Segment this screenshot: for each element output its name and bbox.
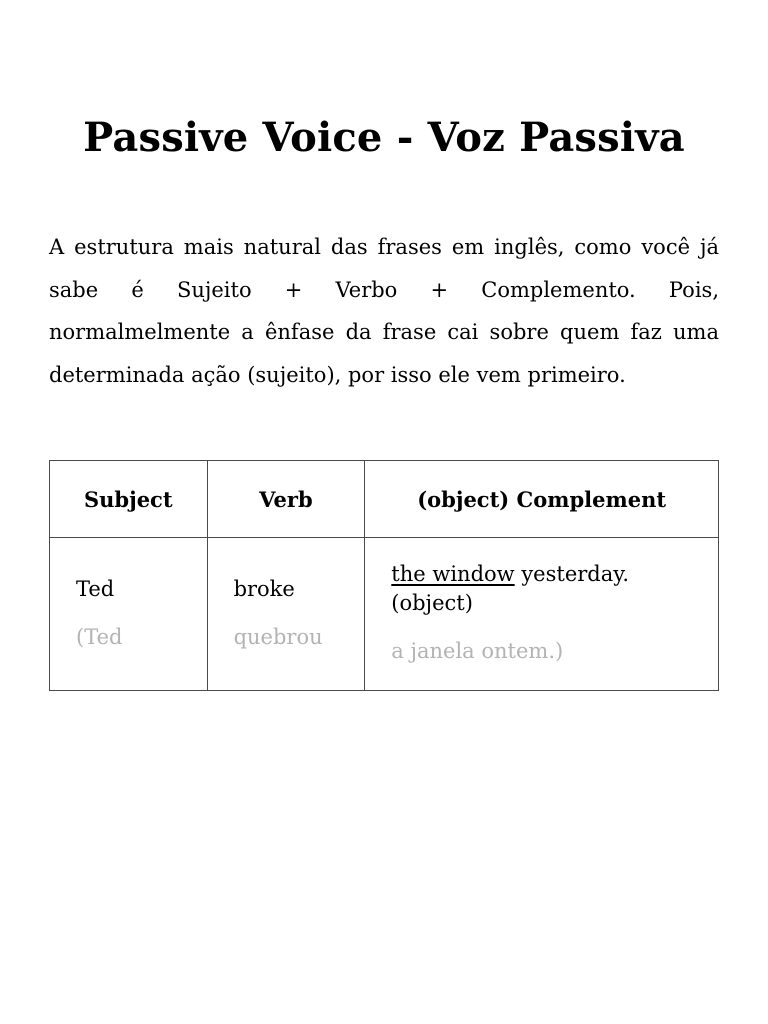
cell-subject bbox=[50, 538, 208, 691]
object-rest: yesterday. bbox=[514, 562, 630, 586]
subject-translation: (Ted bbox=[76, 625, 123, 649]
table-row bbox=[50, 538, 719, 691]
header-verb: Verb bbox=[207, 461, 365, 538]
cell-complement bbox=[365, 538, 719, 691]
verb-word: broke bbox=[233, 577, 295, 601]
complement-text bbox=[391, 560, 718, 618]
verb-translation: quebrou bbox=[233, 625, 323, 649]
sentence-structure-table bbox=[49, 460, 719, 691]
header-subject: Subject bbox=[50, 461, 208, 538]
cell-verb bbox=[207, 538, 365, 691]
object-underlined: the window bbox=[391, 562, 515, 586]
table-header-row bbox=[50, 461, 719, 538]
intro-paragraph: A estrutura mais natural das frases em inglês, como você já sabe é Sujeito + Verbo + Complemento. Pois, normalmelmente a ênfase da frase cai sobre quem faz uma determinada ação (sujeito), por isso ele vem primeiro. bbox=[49, 235, 719, 387]
object-note: (object) bbox=[391, 591, 473, 615]
subject-word: Ted bbox=[76, 577, 115, 601]
page-title: Passive Voice - Voz Passiva bbox=[83, 114, 685, 161]
complement-translation: a janela ontem.) bbox=[391, 639, 564, 663]
header-complement: (object) Complement bbox=[365, 461, 719, 538]
